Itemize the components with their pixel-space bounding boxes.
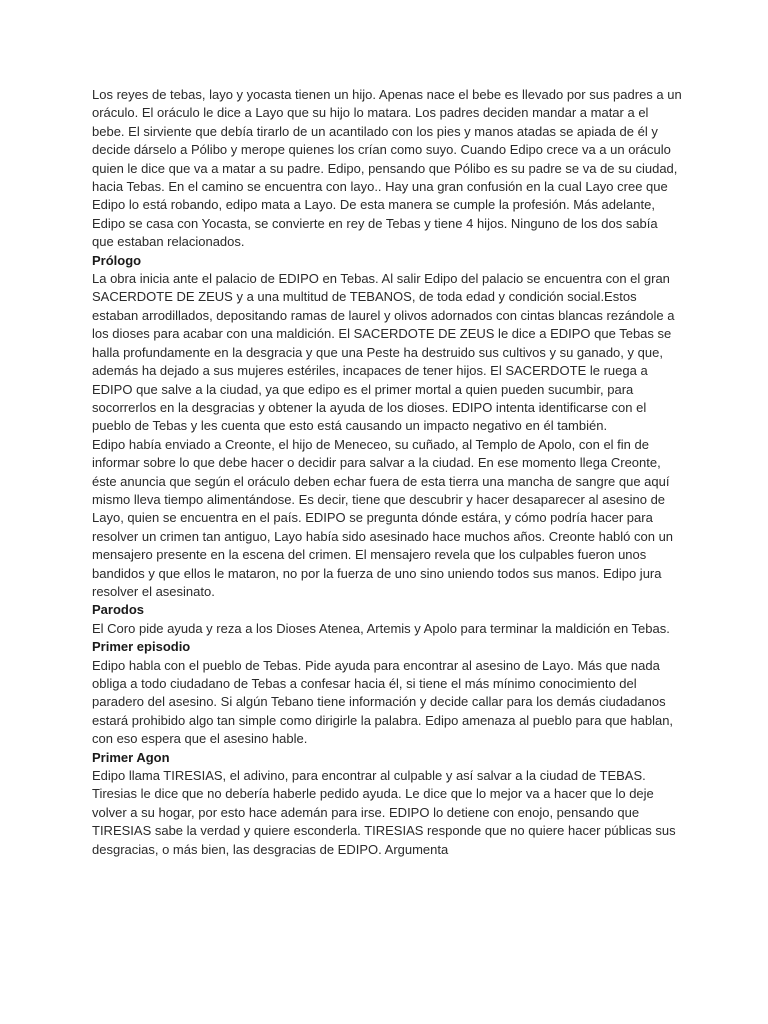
prologo-paragraph-1: La obra inicia ante el palacio de EDIPO en Tebas. Al salir Edipo del palacio se encuentra con el gran SACERDOTE DE ZEUS y a una multitud de TEBANOS, de toda edad y condición social.Estos estaban arrodillados, depositando ramas de laurel y olivos adornados con cintas blancas rezándole a los dioses para acabar con una maldición. El SACERDOTE DE ZEUS le dice a EDIPO que Tebas se halla profundamente en la desgracia y que una Peste ha destruido sus cultivos y su ganado, y que, además ha dejado a sus mujeres estériles, incapaces de tener hijos. El SACERDOTE le ruega a EDIPO que salve a la ciudad, ya que edipo es el primer mortal a quien pueden sucumbir, para socorrerlos en la desgracias y obtener la ayuda de los dioses. EDIPO intenta identificarse con el pueblo de Tebas y les cuenta que esto está causando un impacto negativo en él también. xyxy=(92,271,675,434)
prologo-paragraph-2: Edipo había enviado a Creonte, el hijo de Meneceo, su cuñado, al Templo de Apolo, con el fin de informar sobre lo que debe hacer o decidir para salvar a la ciudad. En ese momento llega Creonte, éste anuncia que según el oráculo deben echar fuera de esta tierra una mancha de sangre que aquí mismo lleva tiempo alimentándose. Es decir, tiene que descubrir y hacer desaparecer al asesino de Layo, quien se encuentra en el país. EDIPO se pregunta dónde estára, y cómo podría hacer para resolver un crimen tan antiguo, Layo había sido asesinado hace muchos años. Creonte habló con un mensajero presente en la escena del crimen. El mensajero revela que los culpables fueron unos bandidos y que ellos le mataron, no por la fuerza de uno sino uniendo todos sus manos. Edipo jura resolver el asesinato. xyxy=(92,436,674,599)
section-heading-parodos: Parodos xyxy=(92,602,145,618)
section-heading-primer-agon: Primer Agon xyxy=(92,749,170,765)
section-heading-prologo: Prólogo xyxy=(92,252,142,268)
parodos-paragraph: El Coro pide ayuda y reza a los Dioses Atenea, Artemis y Apolo para terminar la maldición en Tebas. xyxy=(92,620,670,636)
section-heading-primer-episodio: Primer episodio xyxy=(92,639,191,655)
document-page xyxy=(92,86,682,859)
primer-episodio-paragraph: Edipo habla con el pueblo de Tebas. Pide ayuda para encontrar al asesino de Layo. Más que nada obliga a todo ciudadano de Tebas a confesar hacia él, si tiene el más mínimo conocimiento del paradero del asesino. Si algún Tebano tiene información y decide callar para los demás ciudadanos estará prohibido algo tan simple como dirigirle la palabra. Edipo amenaza al pueblo para que hablan, con eso espera que el asesino hable. xyxy=(92,657,674,747)
primer-agon-paragraph: Edipo llama TIRESIAS, el adivino, para encontrar al culpable y así salvar a la ciudad de TEBAS. Tiresias le dice que no debería haberle pedido ayuda. Le dice que lo mejor va a hacer que lo deje volver a su hogar, por esto hace ademán para irse. EDIPO lo detiene con enojo, pensando que TIRESIAS sabe la verdad y quiere esconderla. TIRESIAS responde que no quiere hacer públicas sus desgracias, o más bien, las desgracias de EDIPO. Argumenta xyxy=(92,768,676,857)
intro-paragraph: Los reyes de tebas, layo y yocasta tienen un hijo. Apenas nace el bebe es llevado por sus padres a un oráculo. El oráculo le dice a Layo que su hijo lo matara. Los padres deciden mandar a matar a el bebe. El sirviente que debía tirarlo de un acantilado con los pies y manos atadas se apiada de él y decide dárselo a Pólibo y merope quienes los crían como suyo. Cuando Edipo crece va a un oráculo quien le dice que va a matar a su padre. Edipo, pensando que Pólibo es su padre se va de su ciudad, hacia Tebas. En el camino se encuentra con layo.. Hay una gran confusión en la cual Layo cree que Edipo lo está robando, edipo mata a Layo. De esta manera se cumple la profesión. Más adelante, Edipo se casa con Yocasta, se convierte en rey de Tebas y tiene 4 hijos. Ninguno de los dos sabía que estaban relacionados. xyxy=(92,87,682,250)
